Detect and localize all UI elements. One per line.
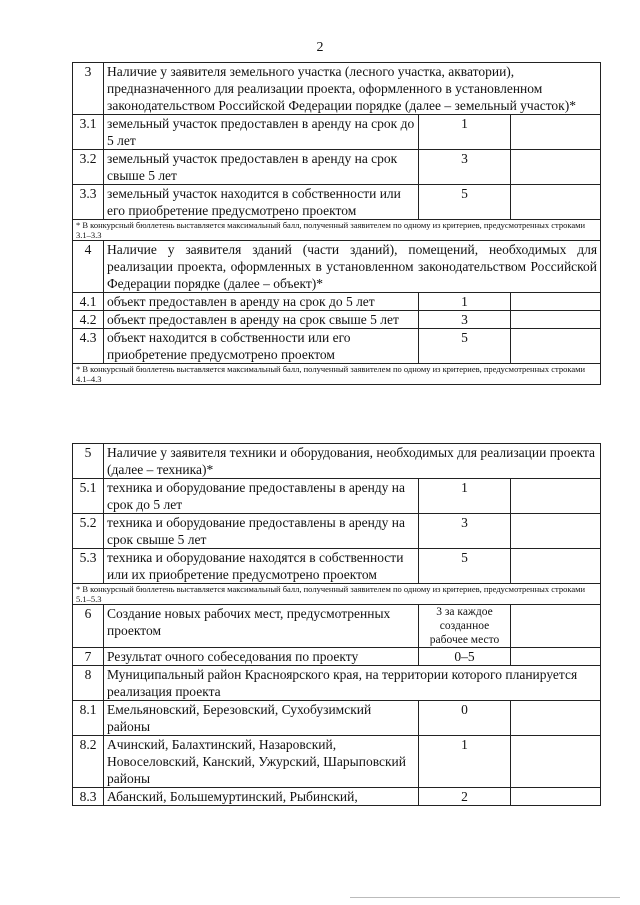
- score-cell: 1: [419, 293, 511, 311]
- table-row: [73, 648, 601, 666]
- page-number: 2: [316, 40, 324, 55]
- row-number: 5.3: [73, 549, 104, 584]
- score-cell: 5: [419, 549, 511, 584]
- score-cell: 1: [419, 115, 511, 150]
- criterion-text: земельный участок предоставлен в аренду на срок свыше 5 лет: [104, 150, 419, 185]
- row-number: 3: [73, 63, 104, 115]
- row-number: 4.1: [73, 293, 104, 311]
- footnote: * В конкурсный бюллетень выставляется максимальный балл, полученный заявителем по одному из критериев, предусмотренных строками 3.1–3.3: [73, 220, 601, 241]
- score-cell: 3: [419, 150, 511, 185]
- row-number: 3.3: [73, 185, 104, 220]
- row-number: 3.1: [73, 115, 104, 150]
- empty-cell: [511, 549, 601, 584]
- table-row: [73, 311, 601, 329]
- empty-cell: [511, 701, 601, 736]
- criterion-text: земельный участок находится в собственности или его приобретение предусмотрено проектом: [104, 185, 419, 220]
- row-number: 8.3: [73, 788, 104, 806]
- table-row: [73, 549, 601, 584]
- criterion-text: техника и оборудование предоставлены в аренду на срок свыше 5 лет: [104, 514, 419, 549]
- empty-cell: [511, 311, 601, 329]
- criterion-text: Емельяновский, Березовский, Сухобузимский районы: [104, 701, 419, 736]
- table-row: [73, 514, 601, 549]
- criterion-text: Создание новых рабочих мест, предусмотренных проектом: [104, 605, 419, 648]
- row-number: 8: [73, 666, 104, 701]
- row-number: 8.2: [73, 736, 104, 788]
- score-cell: 3: [419, 311, 511, 329]
- criteria-table-1: [72, 62, 601, 385]
- table-row: [73, 444, 601, 479]
- criterion-text: техника и оборудование находятся в собственности или их приобретение предусмотрено проектом: [104, 549, 419, 584]
- table-row: [73, 293, 601, 311]
- score-cell: 1: [419, 479, 511, 514]
- empty-cell: [511, 648, 601, 666]
- table-row: [73, 701, 601, 736]
- table-row: [73, 63, 601, 115]
- score-cell: 5: [419, 329, 511, 364]
- row-number: 8.1: [73, 701, 104, 736]
- criteria-table-2: [72, 443, 601, 806]
- row-number: 6: [73, 605, 104, 648]
- score-cell: 3 за каждое созданное рабочее место: [419, 605, 511, 648]
- row-number: 5.2: [73, 514, 104, 549]
- criterion-text: объект предоставлен в аренду на срок до 5 лет: [104, 293, 419, 311]
- table-row: [73, 241, 601, 293]
- row-number: 7: [73, 648, 104, 666]
- score-cell: 5: [419, 185, 511, 220]
- empty-cell: [511, 115, 601, 150]
- empty-cell: [511, 185, 601, 220]
- row-number: 4: [73, 241, 104, 293]
- criterion-text: земельный участок предоставлен в аренду на срок до 5 лет: [104, 115, 419, 150]
- table-row: [73, 150, 601, 185]
- empty-cell: [511, 514, 601, 549]
- score-cell: 3: [419, 514, 511, 549]
- row-number: 4.2: [73, 311, 104, 329]
- table-row: [73, 329, 601, 364]
- table-row: [73, 479, 601, 514]
- footnote: * В конкурсный бюллетень выставляется максимальный балл, полученный заявителем по одному из критериев, предусмотренных строками 4.1–4.3: [73, 364, 601, 385]
- criterion-text: техника и оборудование предоставлены в аренду на срок до 5 лет: [104, 479, 419, 514]
- empty-cell: [511, 293, 601, 311]
- score-cell: 2: [419, 788, 511, 806]
- table-row: [73, 666, 601, 701]
- empty-cell: [511, 736, 601, 788]
- criterion-heading: Наличие у заявителя зданий (части зданий), помещений, необходимых для реализации проекта, оформленных в установленном законодательством Российской Федерации порядке (далее – объект)*: [104, 241, 601, 293]
- table-row: [73, 364, 601, 385]
- score-cell: 0: [419, 701, 511, 736]
- table-row: [73, 185, 601, 220]
- score-cell: 0–5: [419, 648, 511, 666]
- empty-cell: [511, 329, 601, 364]
- criterion-text: Ачинский, Балахтинский, Назаровский, Новоселовский, Канский, Ужурский, Шарыповский районы: [104, 736, 419, 788]
- row-number: 4.3: [73, 329, 104, 364]
- criterion-text: объект находится в собственности или его приобретение предусмотрено проектом: [104, 329, 419, 364]
- empty-cell: [511, 788, 601, 806]
- footnote: * В конкурсный бюллетень выставляется максимальный балл, полученный заявителем по одному из критериев, предусмотренных строками 5.1–5.3: [73, 584, 601, 605]
- table-row: [73, 605, 601, 648]
- table-row: [73, 584, 601, 605]
- table-row: [73, 220, 601, 241]
- scan-artifact-line: [350, 897, 620, 898]
- row-number: 5.1: [73, 479, 104, 514]
- score-cell: 1: [419, 736, 511, 788]
- criterion-text: Результат очного собеседования по проекту: [104, 648, 419, 666]
- criterion-heading: Муниципальный район Красноярского края, на территории которого планируется реализация проекта: [104, 666, 601, 701]
- criterion-heading: Наличие у заявителя техники и оборудования, необходимых для реализации проекта (далее – техника)*: [104, 444, 601, 479]
- row-number: 5: [73, 444, 104, 479]
- criterion-text: объект предоставлен в аренду на срок свыше 5 лет: [104, 311, 419, 329]
- criterion-text: Абанский, Большемуртинский, Рыбинский,: [104, 788, 419, 806]
- row-number: 3.2: [73, 150, 104, 185]
- criterion-heading: Наличие у заявителя земельного участка (лесного участка, акватории), предназначенного для реализации проекта, оформленного в установленном законодательством Российской Федерации порядке (далее – земельный участок)*: [104, 63, 601, 115]
- table-row: [73, 115, 601, 150]
- table-row: [73, 788, 601, 806]
- empty-cell: [511, 605, 601, 648]
- empty-cell: [511, 150, 601, 185]
- table-row: [73, 736, 601, 788]
- empty-cell: [511, 479, 601, 514]
